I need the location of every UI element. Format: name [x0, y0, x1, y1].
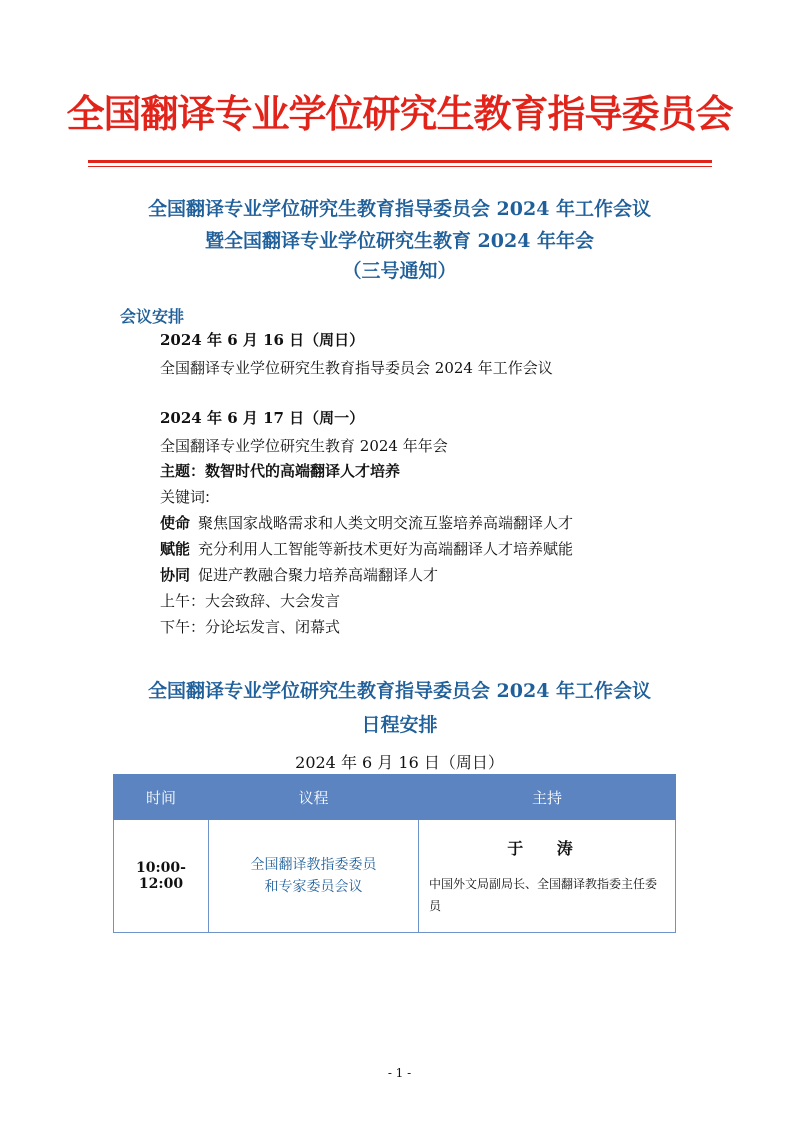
letterhead-title: 全国翻译专业学位研究生教育指导委员会	[66, 91, 733, 136]
agenda-line1: 全国翻译教指委委员	[250, 857, 377, 873]
schedule-table	[113, 774, 676, 933]
column-header-agenda: 议程	[209, 775, 419, 820]
host-title: 中国外文局副局长、全国翻译教指委主任委员	[429, 876, 658, 913]
schedule-date: 2024 年 6 月 16 日（周日）	[295, 753, 504, 772]
document-title-line1: 全国翻译专业学位研究生教育指导委员会 2024 年工作会议	[147, 198, 652, 220]
keyword-row	[160, 513, 573, 533]
page-number: - 1 -	[387, 1066, 412, 1080]
afternoon-program: 下午：分论坛发言、闭幕式	[160, 618, 341, 636]
day1-event: 全国翻译专业学位研究生教育指导委员会 2024 年工作会议	[160, 359, 553, 377]
keyword-row	[160, 565, 438, 585]
cell-time: 10:00-12:00	[114, 820, 209, 933]
day2-event: 全国翻译专业学位研究生教育 2024 年年会	[160, 437, 448, 455]
letterhead-rule-thick	[88, 160, 712, 163]
keyword-desc: 促进产教融合聚力培养高端翻译人才	[198, 566, 439, 584]
keyword-term: 赋能	[160, 540, 191, 558]
keyword-desc: 聚焦国家战略需求和人类文明交流互鉴培养高端翻译人才	[198, 514, 574, 532]
host-name: 于 涛	[507, 838, 587, 858]
agenda-line2: 和专家委员会议	[264, 879, 363, 895]
column-header-time: 时间	[114, 775, 209, 820]
column-header-host: 主持	[419, 775, 676, 820]
schedule-subtitle: 日程安排	[361, 714, 438, 736]
keywords-label: 关键词:	[160, 488, 211, 506]
cell-agenda	[209, 820, 419, 933]
day2-date: 2024 年 6 月 17 日（周一）	[160, 409, 365, 427]
theme: 主题：数智时代的高端翻译人才培养	[160, 462, 401, 480]
morning-program: 上午：大会致辞、大会发言	[160, 592, 341, 610]
schedule-title: 全国翻译专业学位研究生教育指导委员会 2024 年工作会议	[147, 680, 652, 702]
keyword-term: 使命	[160, 514, 191, 532]
cell-host	[419, 820, 676, 933]
letterhead-rule-thin	[88, 166, 712, 167]
keyword-term: 协同	[160, 566, 191, 584]
document-title-line2: 暨全国翻译专业学位研究生教育 2024 年年会	[204, 230, 595, 252]
keyword-desc: 充分利用人工智能等新技术更好为高端翻译人才培养赋能	[198, 540, 574, 558]
table-row	[114, 820, 676, 933]
arrangement-heading: 会议安排	[120, 307, 185, 326]
document-title-notice: （三号通知）	[342, 260, 457, 282]
keyword-row	[160, 539, 573, 559]
day1-date: 2024 年 6 月 16 日（周日）	[160, 331, 365, 349]
table-header-row	[114, 775, 676, 820]
